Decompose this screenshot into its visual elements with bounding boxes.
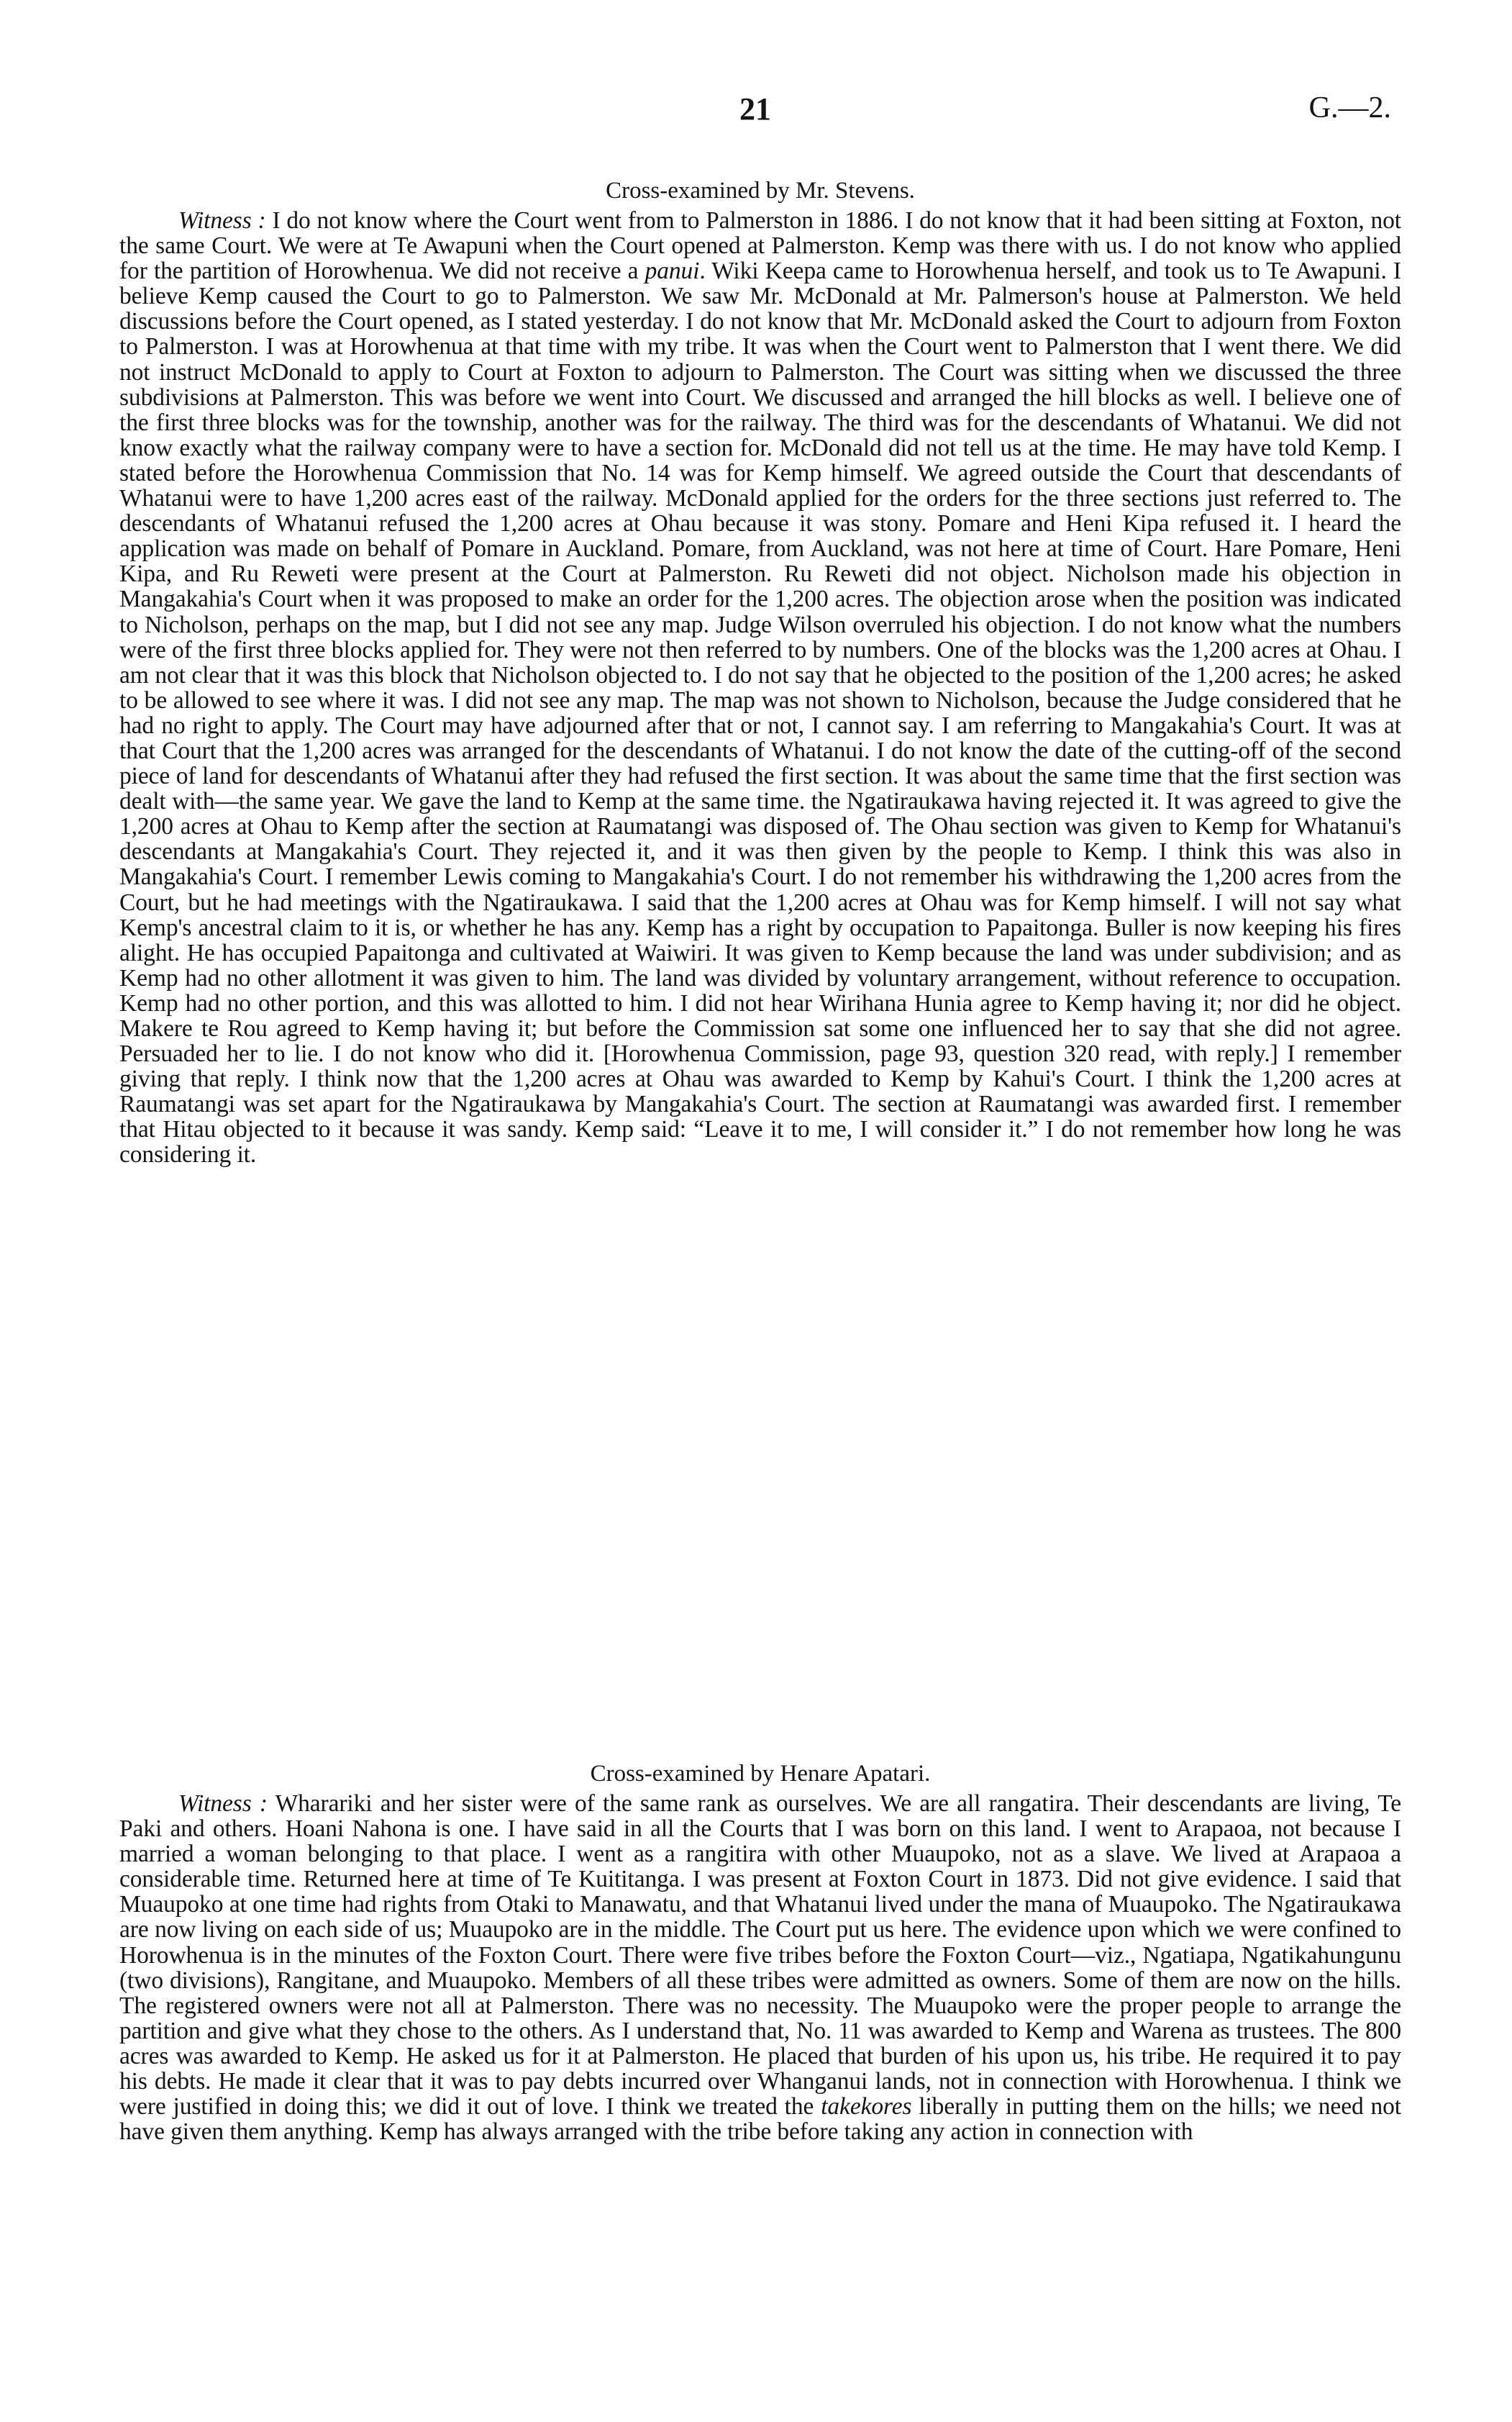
speaker-label: Witness : (178, 1790, 268, 1817)
document-reference: G.—2. (1308, 91, 1391, 124)
section-cross-examination-stevens (119, 176, 1401, 1168)
section-heading: Cross-examined by Henare Apatari. (590, 1761, 931, 1787)
testimony-text-continued: liberally in putting them on the hills; we need not have given them anything. Kemp has always arranged with the tribe before taking any action in connection with (119, 2093, 1401, 2146)
testimony-text: I do not know where the Court went from to Palmerston in 1886. I do not know that it had been sitting at Foxton, not the same Court. We were at Te Awapuni when the Court opened at Palmerston. Kemp was there with us. I do not know who applied for the partition of Horowhenua. We did not receive a (119, 207, 1401, 285)
page-number: 21 (739, 91, 771, 127)
emphasis-word: panui (645, 258, 700, 285)
emphasis-word: takekores (821, 2093, 912, 2121)
section-cross-examination-apatari (119, 1759, 1401, 2144)
testimony-text-continued: . Wiki Keepa came to Horowhenua herself, and took us to Te Awapuni. I believe Kemp caused the Court to go to Palmerston. We saw Mr. McDonald at Mr. Palmerson's house at Palmerston. We held discussions before the Court opened, as I stated yesterday. I do not know that Mr. McDonald asked the Court to adjourn from Foxton to Palmerston. I was at Horowhenua at that time with my tribe. It was when the Court went to Palmerston that I went there. We did not instruct McDonald to apply to Court at Foxton to adjourn to Palmerston. The Court was sitting when we discussed the three subdivisions at Palmerston. This was before we went into Court. We discussed and arranged the hill blocks as well. I believe one of the first three blocks was for the township, another was for the railway. The third was for the descendants of Whatanui. We did not know exactly what the railway company were to have a section for. McDonald did not tell us at the time. He may have told Kemp. I stated before the Horowhenua Commission that No. 14 was for Kemp himself. We agreed outside the Court that descendants of Whatanui were to have 1,200 acres east of the railway. McDonald applied for the orders for the three sections just referred to. The descendants of Whatanui refused the 1,200 acres at Ohau because it was stony. Pomare and Heni Kipa refused it. I heard the application was made on behalf of Pomare in Auckland. Pomare, from Auckland, was not here at time of Court. Hare Pomare, Heni Kipa, and Ru Reweti were present at the Court at Palmerston. Ru Reweti did not object. Nicholson made his objection in Mangakahia's Court when it was proposed to make an order for the 1,200 acres. The objection arose when the position was indicated to Nicholson, perhaps on the map, but I did not see any map. Judge Wilson overruled his objection. I do not know what the numbers were of the first three blocks applied for. They were not then referred to by numbers. One of the blocks was the 1,200 acres at Ohau. I am not clear that it was this block that Nicholson objected to. I do not say that he objected to the position of the 1,200 acres; he asked to be allowed to see where it was. I did not see any map. The map was not shown to Nicholson, because the Judge considered that he had no right to apply. The Court may have adjourned after that or not, I cannot say. I am referring to Mangakahia's Court. It was at that Court that the 1,200 acres was arranged for the descendants of Whatanui. I do not know the date of the cutting-off of the second piece of land for descendants of Whatanui after they had refused the first section. It was about the same time that the first section was dealt with—the same year. We gave the land to Kemp at the same time. the Ngatiraukawa having rejected it. It was agreed to give the 1,200 acres at Ohau to Kemp after the section at Raumatangi was disposed of. The Ohau section was given to Kemp for Whatanui's descendants at Mangakahia's Court. They rejected it, and it was then given by the people to Kemp. I think this was also in Mangakahia's Court. I remember Lewis coming to Mangakahia's Court. I do not remember his withdrawing the 1,200 acres from the Court, but he had meetings with the Ngatiraukawa. I said that the 1,200 acres at Ohau was for Kemp himself. I will not say what Kemp's ancestral claim to it is, or whether he has any. Kemp has a right by occupation to Papaitonga. Buller is now keeping his fires alight. He has occupied Papaitonga and cultivated at Waiwiri. It was given to Kemp because the land was under subdivision; and as Kemp had no other allotment it was given to him. The land was divided by voluntary arrangement, without reference to occupation. Kemp had no other portion, and this was allotted to him. I did not hear Wirihana Hunia agree to Kemp having it; nor did he object. Makere te Rou agreed to Kemp having it; but before the Commission sat some one influenced her to say that she did not agree. Persuaded her to lie. I do not know who did it. [Horowhenua Commission, page 93, question 320 read, with reply.] I remember giving that reply. I think now that the 1,200 acres at Ohau was awarded to Kemp by Kahui's Court. I think the 1,200 acres at Raumatangi was set apart for the Ngatiraukawa by Mangakahia's Court. The section at Raumatangi was awarded first. I remember that Hitau objected to it because it was sandy. Kemp said: “Leave it to me, I will consider it.” I do not remember how long he was considering it. (119, 258, 1401, 1169)
speaker-label: Witness : (178, 207, 266, 234)
section-heading: Cross-examined by Mr. Stevens. (606, 178, 915, 204)
testimony-paragraph (119, 1791, 1401, 2144)
page-header (0, 91, 1512, 148)
testimony-text: Wharariki and her sister were of the same rank as ourselves. We are all rangatira. Their descendants are living, Te Paki and others. Hoani Nahona is one. I have said in all the Courts that I was born on this land. I went to Arapaoa, not because I married a woman belonging to that place. I went as a rangitira with other Muaupoko, not as a slave. We lived at Arapaoa a considerable time. Returned here at time of Te Kuititanga. I was present at Foxton Court in 1873. Did not give evidence. I said that Muaupoko at one time had rights from Otaki to Manawatu, and that Whatanui lived under the mana of Muaupoko. The Ngatiraukawa are now living on each side of us; Muaupoko are in the middle. The Court put us here. The evidence upon which we were confined to Horowhenua is in the minutes of the Foxton Court. There were five tribes before the Foxton Court—viz., Ngatiapa, Ngatikahungunu (two divisions), Rangitane, and Muaupoko. Members of all these tribes were admitted as owners. Some of them are now on the hills. The registered owners were not all at Palmerston. There was no necessity. The Muaupoko were the proper people to arrange the partition and give what they chose to the others. As I understand that, No. 11 was awarded to Kemp and Warena as trustees. The 800 acres was awarded to Kemp. He asked us for it at Palmerston. He placed that burden of his upon us, his tribe. He required it to pay his debts. He made it clear that it was to pay debts incurred over Whanganui lands, not in connection with Horowhenua. I think we were justified in doing this; we did it out of love. I think we treated the (119, 1790, 1401, 2121)
testimony-paragraph (119, 208, 1401, 1168)
